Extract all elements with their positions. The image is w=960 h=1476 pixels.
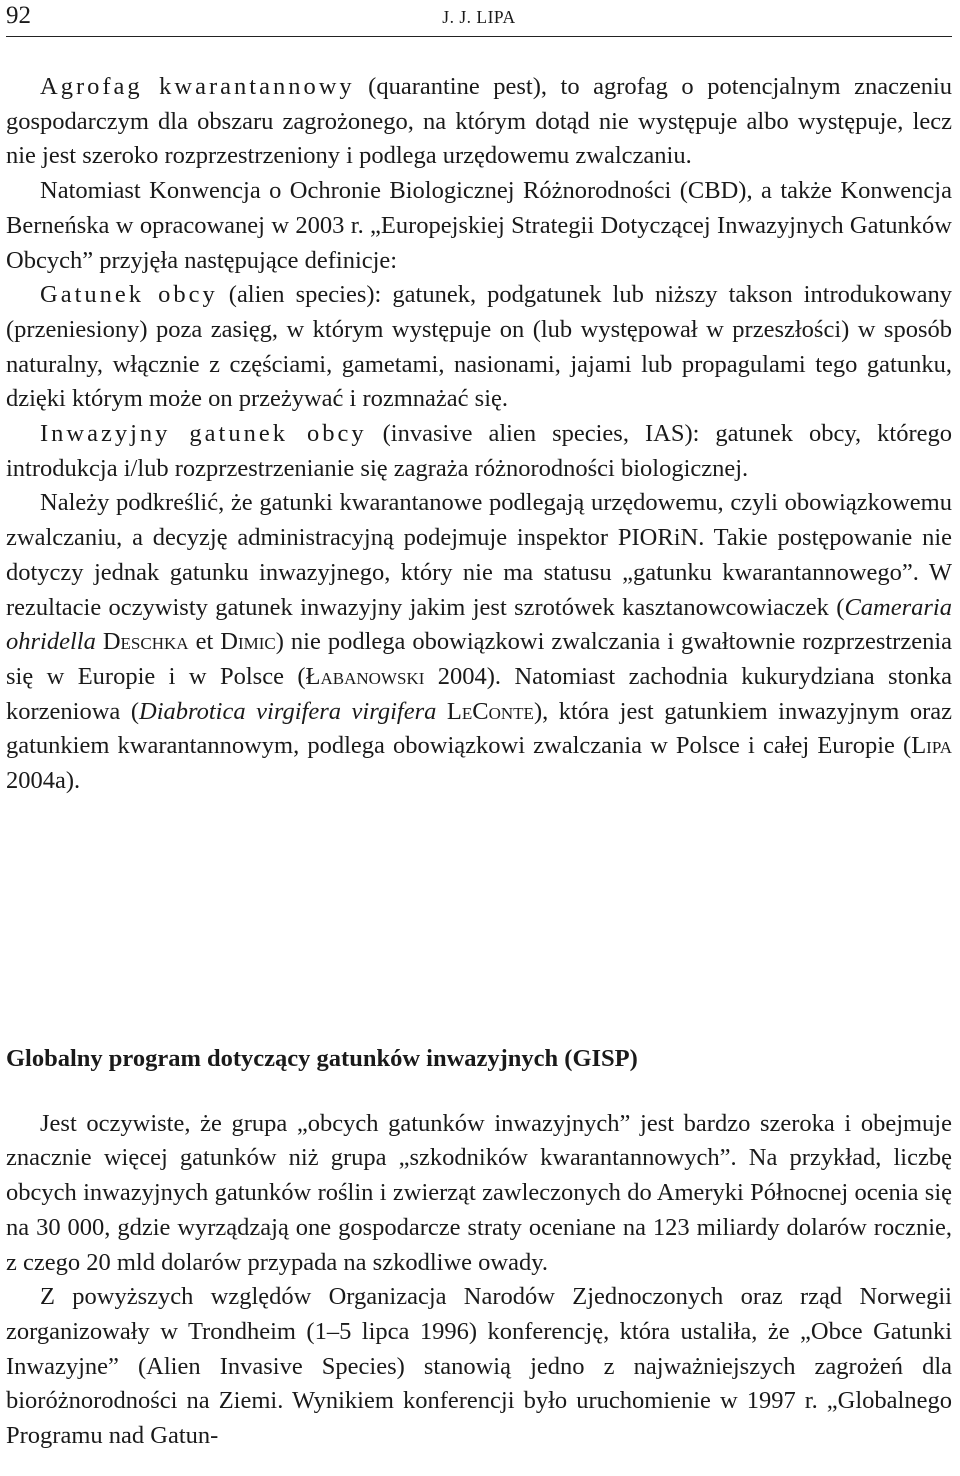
definition-text: (invasive alien species, IAS): gatunek obcy, którego introdukcja i/lub rozprzestrzenianie się zagraża różnorodności biologicznej. [6,420,952,482]
page-header [6,0,952,37]
running-head: J. J. LIPA [442,7,516,27]
citation-lipa: Lipa [911,732,952,760]
text-run [96,628,103,655]
text-run: et [188,628,221,656]
text-run: Należy podkreślić, że gatunki kwarantanowe podlegają urzędowemu, czyli obowiązkowemu zwalczaniu, a decyzję administracyjną podejmuje inspektor PIORiN. Takie postępowanie nie dotyczy jednak gatunku inwazyjnego, który nie ma statusu „gatunku kwarantannowego”. W rezultacie oczywisty gatunek inwazyjny jakim jest szrotówek kasztanowcowiaczek ( [6,489,952,621]
term-quarantine-pest: Agrofag kwarantannowy [40,73,355,100]
paragraph-invasive-alien-species [6,417,952,486]
definition-text: (quarantine pest), to agrofag o potencjalnym znaczeniu gospodarczym dla obszaru zagrożonego, na którym dotąd nie występuje albo występuje, lecz nie jest szeroko rozprzestrzeniony i podlega urzędowemu zwalczaniu. [6,73,952,170]
author-leconte: LeConte [446,697,534,725]
section-gisp [6,1042,952,1454]
paragraph-alien-species [6,278,952,417]
text-run: ), która jest gatunkiem inwazyjnym oraz gatunkiem kwarantannowym, podlega obowiązkowi zwalczania w Polsce i całej Europie ( [6,697,952,760]
body-text-upper [6,70,952,799]
text-run [436,698,447,725]
page-number: 92 [6,2,31,29]
text-run: 2004a). [6,767,81,795]
author-dimic: Dimic [220,628,276,656]
text-run: 2004). Natomiast zachodnia kukurydziana stonka korzeniowa ( [6,662,952,725]
citation-labanowski: Łabanowski [305,662,425,690]
species-name-diabrotica: Diabrotica virgifera virgifera [139,697,437,725]
term-invasive-alien-species: Inwazyjny gatunek obcy [40,420,367,448]
paragraph-cbd: Natomiast Konwencja o Ochronie Biologicznej Różnorodności (CBD), a także Konwencja Berneńska w opracowanej w 2003 r. „Europejskiej Strategii Dotyczącej Inwazyjnych Gatunków Obcych” przyjęła następujące definicje: [6,177,952,274]
text-run: ) nie podlega obowiązkowi zwalczania i gwałtownie rozprzestrzenia się w Europie i w Polsce ( [6,628,952,690]
term-alien-species: Gatunek obcy [40,281,218,309]
author-deschka: Deschka [102,628,189,656]
species-name-cameraria: Cameraria ohridella [6,593,952,656]
paragraph-quarantine-vs-invasive [6,486,952,798]
paragraph-trondheim-conference: Z powyższych względów Organizacja Narodów Zjednoczonych oraz rząd Norwegii zorganizowały w Trondheim (1–5 lipca 1996) konferencję, która ustaliła, że „Obce Gatunki Inwazyjne” (Alien Invasive Species) stanowią jedno z najważniejszych zagrożeń dla bioróżnorodności na Ziemi. Wynikiem konferencji było uruchomienie w 1997 r. „Globalnego Programu nad Gatun- [6,1283,952,1450]
paragraph-quarantine-pest [6,70,952,174]
definition-text: (alien species): gatunek, podgatunek lub niższy takson introdukowany (przeniesiony) poza zasięg, w którym występuje on (lub występował w przeszłości) w sposób naturalny, włącznie z częściami, gametami, nasionami, jajami lub propagulami tego gatunku, dzięki którym może on przeżywać i rozmnażać się. [6,281,952,413]
paragraph-invasive-scale: Jest oczywiste, że grupa „obcych gatunków inwazyjnych” jest bardzo szeroka i obejmuje znacznie więcej gatunków niż grupa „szkodników kwarantannowych”. Na przykład, liczbę obcych inwazyjnych gatunków roślin i zwierząt zawleczonych do Ameryki Północnej ocenia się na 30 000, gdzie wyrządzają one gospodarcze straty oceniane na 123 miliardy dolarów rocznie, z czego 20 mld dolarów przypada na szkodliwe owady. [6,1109,952,1276]
section-heading: Globalny program dotyczący gatunków inwazyjnych (GISP) [6,1045,638,1072]
